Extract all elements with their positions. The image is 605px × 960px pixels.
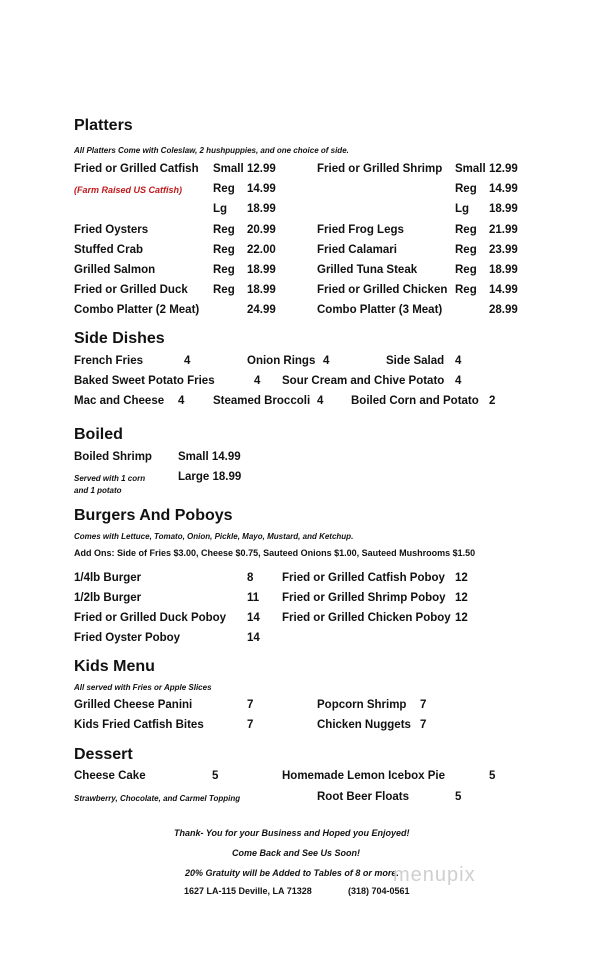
price: 2: [489, 395, 496, 407]
price: 12.99: [489, 163, 518, 175]
price: 24.99: [247, 304, 276, 316]
size-label: Reg: [213, 244, 235, 256]
menu-item: Steamed Broccoli: [213, 395, 311, 407]
price: 14.99: [489, 183, 518, 195]
menu-item: Onion Rings: [247, 355, 316, 367]
size-label: Reg: [213, 284, 235, 296]
watermark-logo: menupix: [393, 864, 476, 886]
price: 12.99: [247, 163, 276, 175]
catfish-origin-note: (Farm Raised US Catfish): [74, 185, 183, 195]
price-large: Large 18.99: [178, 471, 242, 483]
menu-item: Stuffed Crab: [74, 244, 143, 256]
menu-item: Fried or Grilled Duck: [74, 284, 188, 296]
price: 8: [247, 572, 254, 584]
price: 7: [247, 719, 254, 731]
menu-item: Root Beer Floats: [317, 791, 410, 803]
menu-item: Chicken Nuggets: [317, 719, 411, 731]
size-label: Small: [455, 163, 486, 175]
price: 18.99: [247, 264, 276, 276]
price: 28.99: [489, 304, 518, 316]
price: 18.99: [489, 264, 518, 276]
price: 18.99: [247, 284, 276, 296]
price: 7: [420, 699, 427, 711]
menu-item: Popcorn Shrimp: [317, 699, 407, 711]
section-title-platters: Platters: [74, 117, 133, 134]
menu-item: Fried or Grilled Catfish Poboy: [282, 572, 445, 584]
price: 4: [254, 375, 261, 387]
price: 18.99: [247, 203, 276, 215]
menu-item: Fried or Grilled Shrimp Poboy: [282, 592, 446, 604]
section-title-kids: Kids Menu: [74, 658, 155, 675]
menu-item: Homemade Lemon Icebox Pie: [282, 770, 445, 782]
price: 18.99: [489, 203, 518, 215]
menu-item: Combo Platter (2 Meat): [74, 304, 200, 316]
boiled-note-line2: and 1 potato: [74, 486, 122, 495]
size-label: Reg: [455, 224, 477, 236]
size-label: Lg: [455, 203, 470, 215]
price: 7: [247, 699, 254, 711]
menu-item: Combo Platter (3 Meat): [317, 304, 443, 316]
burgers-addons: Add Ons: Side of Fries $3.00, Cheese $0.75, Sauteed Onions $1.00, Sauteed Mushrooms $1.50: [74, 548, 476, 558]
footer-comeback: Come Back and See Us Soon!: [232, 848, 361, 858]
menu-item: French Fries: [74, 355, 144, 367]
size-label: Small: [213, 163, 244, 175]
size-label: Reg: [213, 183, 235, 195]
price: 5: [489, 770, 496, 782]
price: 14: [247, 612, 260, 624]
price: 4: [178, 395, 185, 407]
kids-note: All served with Fries or Apple Slices: [74, 683, 212, 692]
menu-item: Mac and Cheese: [74, 395, 165, 407]
menu-item: Kids Fried Catfish Bites: [74, 719, 204, 731]
menu-item: Fried Frog Legs: [317, 224, 404, 236]
menu-item-catfish: Fried or Grilled Catfish: [74, 163, 199, 175]
size-label: Reg: [455, 264, 477, 276]
price: 4: [323, 355, 330, 367]
price: 14.99: [489, 284, 518, 296]
footer-address: 1627 LA-115 Deville, LA 71328: [184, 886, 312, 896]
menu-item: Cheese Cake: [74, 770, 146, 782]
price: 11: [247, 592, 260, 604]
menu-item-shrimp: Fried or Grilled Shrimp: [317, 163, 443, 175]
price: 7: [420, 719, 427, 731]
burgers-note: Comes with Lettuce, Tomato, Onion, Pickle, Mayo, Mustard, and Ketchup.: [74, 532, 354, 541]
platters-note: All Platters Come with Coleslaw, 2 hushpuppies, and one choice of side.: [74, 146, 349, 155]
menu-item: Fried or Grilled Chicken Poboy: [282, 612, 451, 624]
menu-item: Fried Oysters: [74, 224, 149, 236]
price: 14.99: [247, 183, 276, 195]
menu-item: Grilled Cheese Panini: [74, 699, 193, 711]
menu-item: Grilled Salmon: [74, 264, 156, 276]
price: 4: [184, 355, 191, 367]
price: 5: [455, 791, 462, 803]
size-label: Reg: [213, 264, 235, 276]
footer-thanks: Thank- You for your Business and Hoped you Enjoyed!: [174, 828, 410, 838]
price: 12: [455, 572, 468, 584]
dessert-toppings-note: Strawberry, Chocolate, and Carmel Topping: [74, 794, 241, 803]
price-small: Small 14.99: [178, 451, 241, 463]
price: 23.99: [489, 244, 518, 256]
boiled-note-line1: Served with 1 corn: [74, 474, 146, 483]
menu-item: Fried or Grilled Chicken: [317, 284, 448, 296]
menu-item: Boiled Corn and Potato: [351, 395, 479, 407]
menu-item: Side Salad: [386, 355, 445, 367]
menu-item: 1/2lb Burger: [74, 592, 142, 604]
menu-item: Fried Calamari: [317, 244, 397, 256]
price: 12: [455, 612, 468, 624]
size-label: Reg: [213, 224, 235, 236]
menu-item: Grilled Tuna Steak: [317, 264, 418, 276]
section-title-boiled: Boiled: [74, 426, 123, 443]
menu-item: Fried or Grilled Duck Poboy: [74, 612, 227, 624]
size-label: Reg: [455, 244, 477, 256]
section-title-dessert: Dessert: [74, 746, 133, 763]
price: 4: [455, 375, 462, 387]
menu-item-boiled-shrimp: Boiled Shrimp: [74, 451, 152, 463]
section-title-burgers: Burgers And Poboys: [74, 507, 233, 524]
menu-item: Baked Sweet Potato Fries: [74, 375, 215, 387]
size-label: Reg: [455, 284, 477, 296]
price: 20.99: [247, 224, 276, 236]
price: 12: [455, 592, 468, 604]
price: 22.00: [247, 244, 276, 256]
price: 4: [317, 395, 324, 407]
price: 14: [247, 632, 260, 644]
menu-item: 1/4lb Burger: [74, 572, 142, 584]
price: 5: [212, 770, 219, 782]
menu-item: Fried Oyster Poboy: [74, 632, 181, 644]
section-title-sides: Side Dishes: [74, 330, 165, 347]
size-label: Reg: [455, 183, 477, 195]
menu-item: Sour Cream and Chive Potato: [282, 375, 445, 387]
size-label: Lg: [213, 203, 228, 215]
price: 21.99: [489, 224, 518, 236]
footer-gratuity: 20% Gratuity will be Added to Tables of 8 or more.: [185, 868, 399, 878]
footer-phone: (318) 704-0561: [348, 886, 410, 896]
price: 4: [455, 355, 462, 367]
